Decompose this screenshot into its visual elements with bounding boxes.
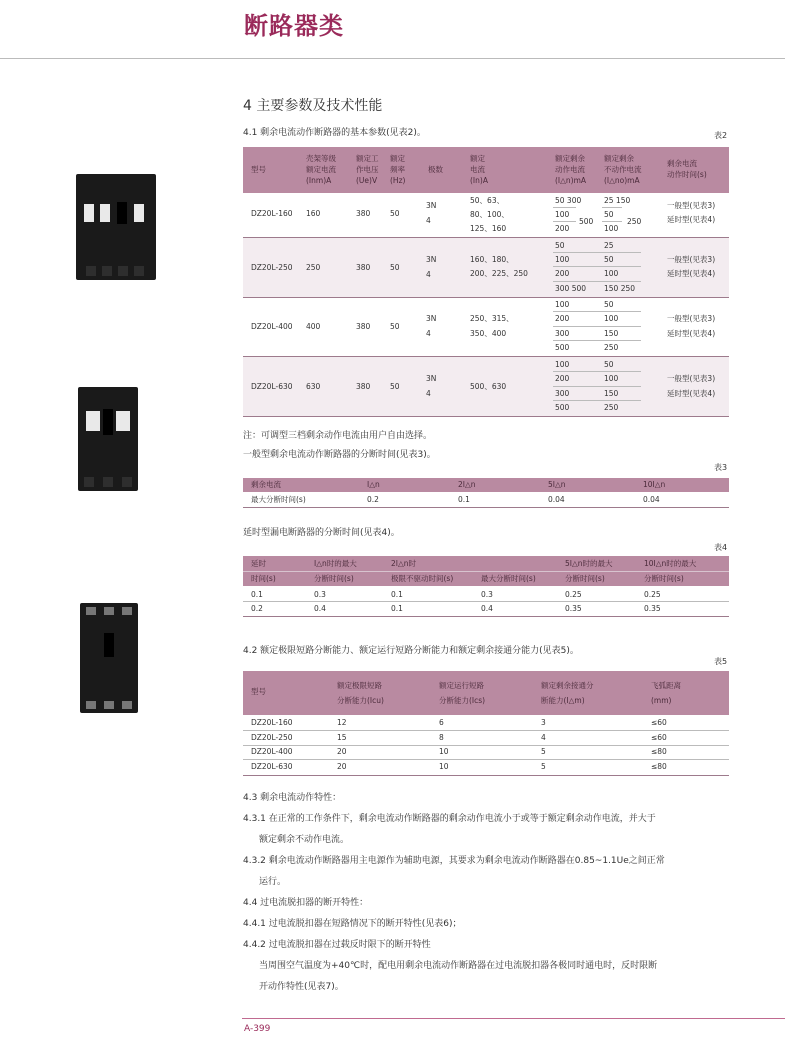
t2-h-hz-0: 额定	[390, 154, 405, 163]
t4-r1-5: 0.35	[644, 604, 661, 613]
product-image-breaker-1	[76, 174, 156, 280]
t5-cell: ≤60	[651, 718, 667, 727]
t2-r3-ue: 380	[356, 382, 371, 391]
t2-r3-idn-3: 500	[555, 403, 570, 412]
t3-bottom-line	[243, 507, 729, 508]
t5-cell: ≤80	[651, 761, 667, 771]
t4-hb-1: 分断时间(s)	[314, 574, 354, 583]
t2-r2-idno-1: 100	[604, 314, 619, 323]
section-4-4-1: 4.4.1 过电流脱扣器在短路情况下的断开特性(见表6)；	[243, 919, 462, 929]
t2-r2-frame: 400	[306, 322, 321, 331]
t2-r0-ue: 380	[356, 209, 371, 218]
t2-h-idn-1: 动作电流	[555, 165, 585, 174]
t5-cell: 6	[439, 718, 444, 727]
t5-h-arc-0: 飞弧距离	[651, 681, 681, 690]
t2-h-ue-1: 作电压	[356, 165, 379, 174]
t2-r3-pole-1: 4	[426, 389, 431, 398]
t2-r0-idn-0: 50 300	[555, 196, 582, 205]
t2-r0-idno-mid: 250	[627, 217, 642, 226]
t2-h-hz-1: 频率	[390, 165, 405, 174]
t2-r2-in-0: 250、315、	[470, 314, 514, 323]
t2-r2-time-1: 延时型(见表4)	[667, 329, 716, 338]
t2-r0-model: DZ20L-160	[251, 209, 293, 218]
t3-h-1: I△n	[367, 480, 380, 489]
t4-r0-2: 0.1	[391, 590, 403, 599]
t2-r2-idno-3: 250	[604, 343, 619, 352]
t5-cell: 20	[337, 747, 347, 756]
t4-r0-3: 0.3	[481, 590, 493, 599]
section-4-3-1-a: 4.3.1 在正常的工作条件下，剩余电流动作断路器的剩余动作电流小于或等于额定剩余动作电流，并大于	[243, 814, 656, 824]
t4-r0-0: 0.1	[251, 590, 263, 599]
t2-r3-idn-0: 100	[555, 360, 570, 369]
table4-caption: 延时型漏电断路器的分断时间(见表4)。	[243, 528, 400, 538]
t5-h-icu-0: 额定极限短路	[337, 681, 382, 690]
t5-cell: 5	[541, 761, 546, 771]
note-text: 注：可调型三档剩余动作电流由用户自由选择。	[243, 431, 433, 441]
t2-r0-pole-0: 3N	[426, 201, 437, 210]
t2-r2-ue: 380	[356, 322, 371, 331]
t2-r3-in-0: 500、630	[470, 382, 507, 391]
t5-cell: 15	[337, 732, 347, 742]
t2-r2-idn-2: 300	[555, 329, 570, 338]
section-4-3-2-a: 4.3.2 剩余电流动作断路器用主电源作为辅助电源，其要求为剩余电流动作断路器在0.85~1.1Ue之间正常	[243, 856, 665, 866]
t2-r1-idno-3: 150 250	[604, 284, 636, 293]
t5-cell: 4	[541, 732, 546, 742]
t2-r0-idno-2: 100	[604, 224, 619, 233]
table5-tag: 表5	[714, 657, 728, 666]
t2-r1-time-0: 一般型(见表3)	[667, 255, 716, 264]
t5-cell: 5	[541, 747, 546, 756]
t5-h-im-1: 断能力(I△m)	[541, 696, 585, 705]
t2-r3-time-1: 延时型(见表4)	[667, 389, 716, 398]
t2-r1-idno-2: 100	[604, 269, 619, 278]
section-4-2-caption: 4.2 额定极限短路分断能力、额定运行短路分断能力和额定剩余接通分能力(见表5)。	[243, 646, 579, 656]
t4-hb-2: 极限不驱动时间(s)	[391, 574, 454, 583]
t2-h-in-0: 额定	[470, 154, 485, 163]
t3-r-4: 0.04	[643, 495, 660, 504]
t2-r3-idno-1: 100	[604, 374, 619, 383]
t2-r1-ue: 380	[356, 263, 371, 272]
table2-tag: 表2	[714, 131, 728, 140]
t5-h-ics-0: 额定运行短路	[439, 681, 484, 690]
t2-r3-pole-0: 3N	[426, 374, 437, 383]
t2-r1-pole-0: 3N	[426, 255, 437, 264]
t2-r1-in-1: 200、225、250	[470, 269, 528, 278]
t2-r3-idn-2: 300	[555, 389, 570, 398]
t5-cell: ≤80	[651, 747, 667, 756]
t2-r3-model: DZ20L-630	[251, 382, 293, 391]
page-number: A-399	[244, 1024, 271, 1034]
t2-r1-idn-2: 200	[555, 269, 570, 278]
t2-h-frame-1: 额定电流	[306, 165, 336, 174]
t2-r3-hz: 50	[390, 382, 400, 391]
t5-cell: 8	[439, 732, 444, 742]
t2-h-ue-0: 额定工	[356, 154, 379, 163]
t4-ht-1: I△n时的最大	[314, 559, 357, 568]
t2-r3-sep-a	[553, 371, 641, 372]
t2-h-hz-2: (Hz)	[390, 176, 406, 185]
t2-r2-sep-b	[553, 326, 641, 327]
t2-h-idno-1: 不动作电流	[604, 165, 642, 174]
t4-r1-1: 0.4	[314, 604, 326, 613]
t4-header-divider	[243, 571, 729, 572]
table3-caption: 一般型剩余电流动作断路器的分断时间(见表3)。	[243, 450, 436, 460]
header-divider	[0, 58, 785, 59]
t2-rowline-2	[243, 297, 729, 298]
table3-tag: 表3	[714, 463, 728, 472]
t2-h-idno-2: (I△no)mA	[604, 176, 640, 185]
t2-r0-sep-c	[602, 207, 622, 208]
t5-bottom-line	[243, 775, 729, 776]
t5-h-arc-1: (mm)	[651, 696, 672, 705]
t3-r-0: 最大分断时间(s)	[251, 495, 306, 504]
t2-r1-sep-c	[553, 281, 641, 282]
t3-r-2: 0.1	[458, 495, 470, 504]
t2-r3-idno-2: 150	[604, 389, 619, 398]
t4-ht-0: 延时	[251, 559, 266, 568]
t2-r2-idn-1: 200	[555, 314, 570, 323]
t2-r1-sep-a	[553, 252, 641, 253]
section-4-3: 4.3 剩余电流动作特性：	[243, 793, 342, 803]
t2-r0-in-0: 50、63、	[470, 196, 505, 205]
t2-rowline-4	[243, 416, 729, 417]
t2-r0-hz: 50	[390, 209, 400, 218]
t2-r0-idn-1: 100	[555, 210, 570, 219]
product-image-breaker-3	[80, 603, 138, 713]
t4-hb-0: 时间(s)	[251, 574, 276, 583]
t2-r3-idn-1: 200	[555, 374, 570, 383]
t2-r0-frame: 160	[306, 209, 321, 218]
t2-r2-idno-0: 50	[604, 300, 614, 309]
t3-h-3: 5I△n	[548, 480, 566, 489]
t4-hb-3: 最大分断时间(s)	[481, 574, 536, 583]
t2-h-frame-0: 壳架等级	[306, 154, 336, 163]
t2-r1-idn-3: 300 500	[555, 284, 587, 293]
t4-hb-5: 分断时间(s)	[644, 574, 684, 583]
t4-hb-4: 分断时间(s)	[565, 574, 605, 583]
t5-cell: 3	[541, 718, 546, 727]
t2-r3-frame: 630	[306, 382, 321, 391]
t2-r1-in-0: 160、180、	[470, 255, 514, 264]
t2-r0-sep-a	[553, 207, 576, 208]
t2-r1-model: DZ20L-250	[251, 263, 293, 272]
t2-h-idn-2: (I△n)mA	[555, 176, 587, 185]
t5-h-ics-1: 分断能力(Ics)	[439, 696, 486, 705]
t2-h-model: 型号	[251, 165, 266, 174]
t4-row-divider	[243, 601, 729, 602]
t2-r1-sep-b	[553, 266, 641, 267]
t2-h-in-2: (In)A	[470, 176, 488, 185]
t2-r2-idn-3: 500	[555, 343, 570, 352]
t4-r0-1: 0.3	[314, 590, 326, 599]
t3-r-1: 0.2	[367, 495, 379, 504]
t2-r0-idn-mid: 500	[579, 217, 594, 226]
t5-cell: ≤60	[651, 732, 667, 742]
t2-r1-time-1: 延时型(见表4)	[667, 269, 716, 278]
t5-cell: 20	[337, 761, 347, 771]
section-4-4-2: 4.4.2 过电流脱扣器在过载反时限下的断开特性	[243, 940, 431, 950]
section-4-4-2-para-2: 开动作特性(见表7)。	[259, 982, 344, 992]
t2-r0-sep-d	[602, 221, 622, 222]
t2-h-idno-0: 额定剩余	[604, 154, 634, 163]
t4-r1-0: 0.2	[251, 604, 263, 613]
t5-cell: DZ20L-630	[251, 761, 293, 771]
t5-h-icu-1: 分断能力(Icu)	[337, 696, 384, 705]
t2-r1-frame: 250	[306, 263, 321, 272]
t3-r-3: 0.04	[548, 495, 565, 504]
t2-r2-hz: 50	[390, 322, 400, 331]
section-4-3-2-b: 运行。	[259, 877, 287, 887]
t2-r2-idn-0: 100	[555, 300, 570, 309]
t2-r0-sep-b	[553, 221, 576, 222]
t2-r2-time-0: 一般型(见表3)	[667, 314, 716, 323]
t2-h-idn-0: 额定剩余	[555, 154, 585, 163]
t2-r1-idn-1: 100	[555, 255, 570, 264]
t2-r3-time-0: 一般型(见表3)	[667, 374, 716, 383]
t2-h-in-1: 电流	[470, 165, 485, 174]
t2-r2-in-1: 350、400	[470, 329, 507, 338]
t5-h-im-0: 额定剩余接通分	[541, 681, 594, 690]
t4-ht-4: 5I△n时的最大	[565, 559, 613, 568]
t3-h-4: 10I△n	[643, 480, 666, 489]
page-title: 断路器类	[244, 12, 344, 40]
t2-r0-in-1: 80、100、	[470, 210, 509, 219]
t2-r3-sep-b	[553, 386, 641, 387]
t5-cell: DZ20L-250	[251, 732, 293, 742]
t4-ht-2: 2I△n时	[391, 559, 417, 568]
t2-r0-pole-1: 4	[426, 216, 431, 225]
section-4-1-caption: 4.1 剩余电流动作断路器的基本参数(见表2)。	[243, 128, 426, 138]
t2-r1-idn-0: 50	[555, 241, 565, 250]
t4-bottom-line	[243, 616, 729, 617]
t5-cell: DZ20L-160	[251, 718, 293, 727]
t3-h-2: 2I△n	[458, 480, 476, 489]
t2-rowline-3	[243, 356, 729, 357]
t5-cell: DZ20L-400	[251, 747, 293, 756]
t2-h-time-0: 剩余电流	[667, 159, 697, 168]
t5-cell: 10	[439, 761, 449, 771]
t2-h-time-1: 动作时间(s)	[667, 170, 707, 179]
t2-r0-in-2: 125、160	[470, 224, 507, 233]
t4-r1-3: 0.4	[481, 604, 493, 613]
t2-r1-idno-0: 25	[604, 241, 614, 250]
t2-r2-pole-1: 4	[426, 329, 431, 338]
t2-r1-idno-1: 50	[604, 255, 614, 264]
t2-r2-sep-a	[553, 311, 641, 312]
t4-r1-2: 0.1	[391, 604, 403, 613]
t2-r0-time-1: 延时型(见表4)	[667, 215, 716, 224]
t4-r0-5: 0.25	[644, 590, 661, 599]
t2-r2-model: DZ20L-400	[251, 322, 293, 331]
t4-r1-4: 0.35	[565, 604, 582, 613]
t5-cell: 10	[439, 747, 449, 756]
table5-header	[243, 671, 729, 715]
t2-r0-idno-1: 50	[604, 210, 614, 219]
t2-r0-time-0: 一般型(见表3)	[667, 201, 716, 210]
t2-r3-idno-3: 250	[604, 403, 619, 412]
section-4-4: 4.4 过电流脱扣器的断开特性：	[243, 898, 369, 908]
t2-rowline-1	[243, 237, 729, 238]
product-image-breaker-2	[78, 387, 138, 491]
t5-h-model: 型号	[251, 687, 266, 696]
t2-r2-pole-0: 3N	[426, 314, 437, 323]
section-4-3-1-b: 额定剩余不动作电流。	[259, 835, 350, 845]
section-title: 4 主要参数及技术性能	[243, 98, 383, 114]
t2-r3-sep-c	[553, 400, 641, 401]
t2-r2-sep-c	[553, 340, 641, 341]
footer-divider	[242, 1018, 785, 1019]
t3-h-0: 剩余电流	[251, 480, 281, 489]
t2-r0-idno-0: 25 150	[604, 196, 631, 205]
t2-r1-pole-1: 4	[426, 270, 431, 279]
t2-h-poles: 极数	[428, 165, 443, 174]
t2-r2-idno-2: 150	[604, 329, 619, 338]
section-4-4-2-para-1: 当周围空气温度为+40℃时，配电用剩余电流动作断路器在过电流脱扣器各极同时通电时，反时限断	[259, 961, 658, 971]
table4-tag: 表4	[714, 543, 728, 552]
t2-h-frame-2: (Inm)A	[306, 176, 332, 185]
t2-h-ue-2: (Ue)V	[356, 176, 378, 185]
t4-ht-5: 10I△n时的最大	[644, 559, 697, 568]
t5-cell: 12	[337, 718, 347, 727]
t2-r0-idn-2: 200	[555, 224, 570, 233]
t4-r0-4: 0.25	[565, 590, 582, 599]
t2-r3-idno-0: 50	[604, 360, 614, 369]
t2-r1-hz: 50	[390, 263, 400, 272]
